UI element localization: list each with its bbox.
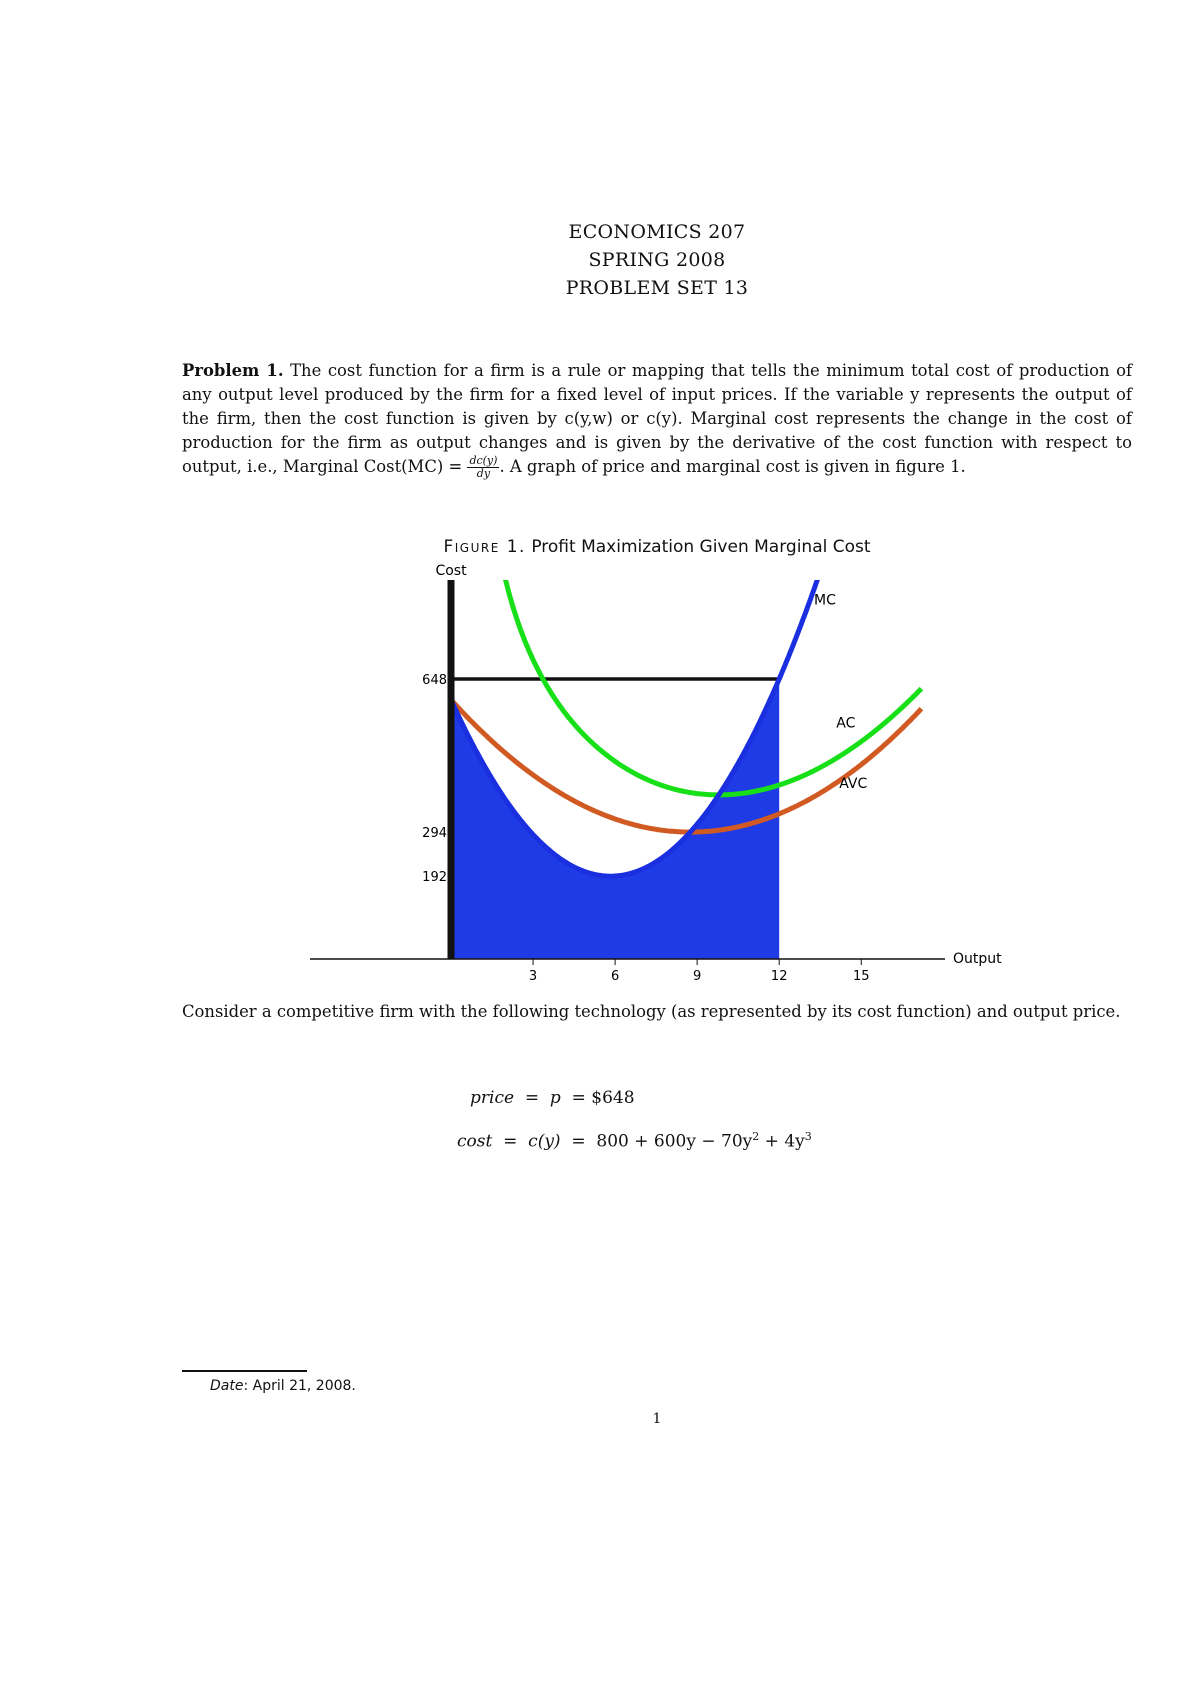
problem-set-title: PROBLEM SET 13 [565,277,749,299]
figure-title: Profit Maximization Given Marginal Cost [531,537,871,557]
series-label-mc: MC [814,592,836,609]
x-tick-label: 15 [852,969,870,984]
cost-equation: $\cos t = c(y) = 800 + 600y - 70y^2 + 4y^3$ [457,1130,812,1152]
eq2-rhs-a: 800 + 600y − 70y [596,1131,753,1152]
eq2-exponent-2: 3 [804,1130,812,1143]
x-tick-label: 3 [528,969,538,984]
problem-text-a: The cost function for a firm is a rule or mapping that tells the minimum total cost of production of any output level produced by the firm for a fixed level of input prices. If the variable y represents the output of the firm, then the cost function is given by c(y,w) or c(y). Marginal cost represents the change in the cost of production for the firm as output changes and is given by the derivative of the cost function with respect to output, i.e., Marginal Cost(MC) = [182,361,1133,476]
y-tick-label: 648 [422,672,447,688]
price-equation: price = p = $648 [470,1088,635,1108]
eq1-lhs: price [470,1088,515,1108]
eq2-lhs: cost [457,1131,493,1152]
series-label-avc: AVC [839,776,868,793]
problem-label: Problem 1. [182,361,284,380]
x-tick-label: 6 [610,969,620,984]
eq2-mid: c(y) [528,1131,561,1152]
eq1-mid: p [549,1088,561,1108]
term-title: SPRING 2008 [588,249,726,271]
course-title: ECONOMICS 207 [568,221,746,243]
footnote-label: Date [210,1378,244,1394]
x-tick-label: 9 [693,969,702,984]
x-tick-label: 12 [770,969,788,984]
footnote-text: : April 21, 2008. [243,1378,356,1394]
series-label-ac: AC [836,715,856,732]
y-axis-label: Cost [435,563,467,579]
y-tick-label: 192 [422,870,447,886]
eq2-exponent-1: 2 [752,1130,760,1143]
fraction-denominator: dy [476,467,491,480]
figure-label: Figure 1. [443,537,526,557]
ac-curve [495,528,922,795]
footnote-rule [182,1370,307,1372]
x-axis-label: Output [953,951,1002,967]
page-number: 1 [652,1411,662,1427]
fraction-numerator: dc(y) [469,454,498,467]
technology-paragraph: Consider a competitive firm with the following technology (as represented by its cost function) and output price. [182,1002,1121,1021]
eq2-rhs-b: + 4y [759,1131,805,1152]
footnote [210,1378,356,1394]
eq1-rhs: $648 [591,1088,635,1108]
problem-text-b: . A graph of price and marginal cost is given in figure 1. [499,457,966,476]
y-tick-label: 294 [422,825,447,841]
